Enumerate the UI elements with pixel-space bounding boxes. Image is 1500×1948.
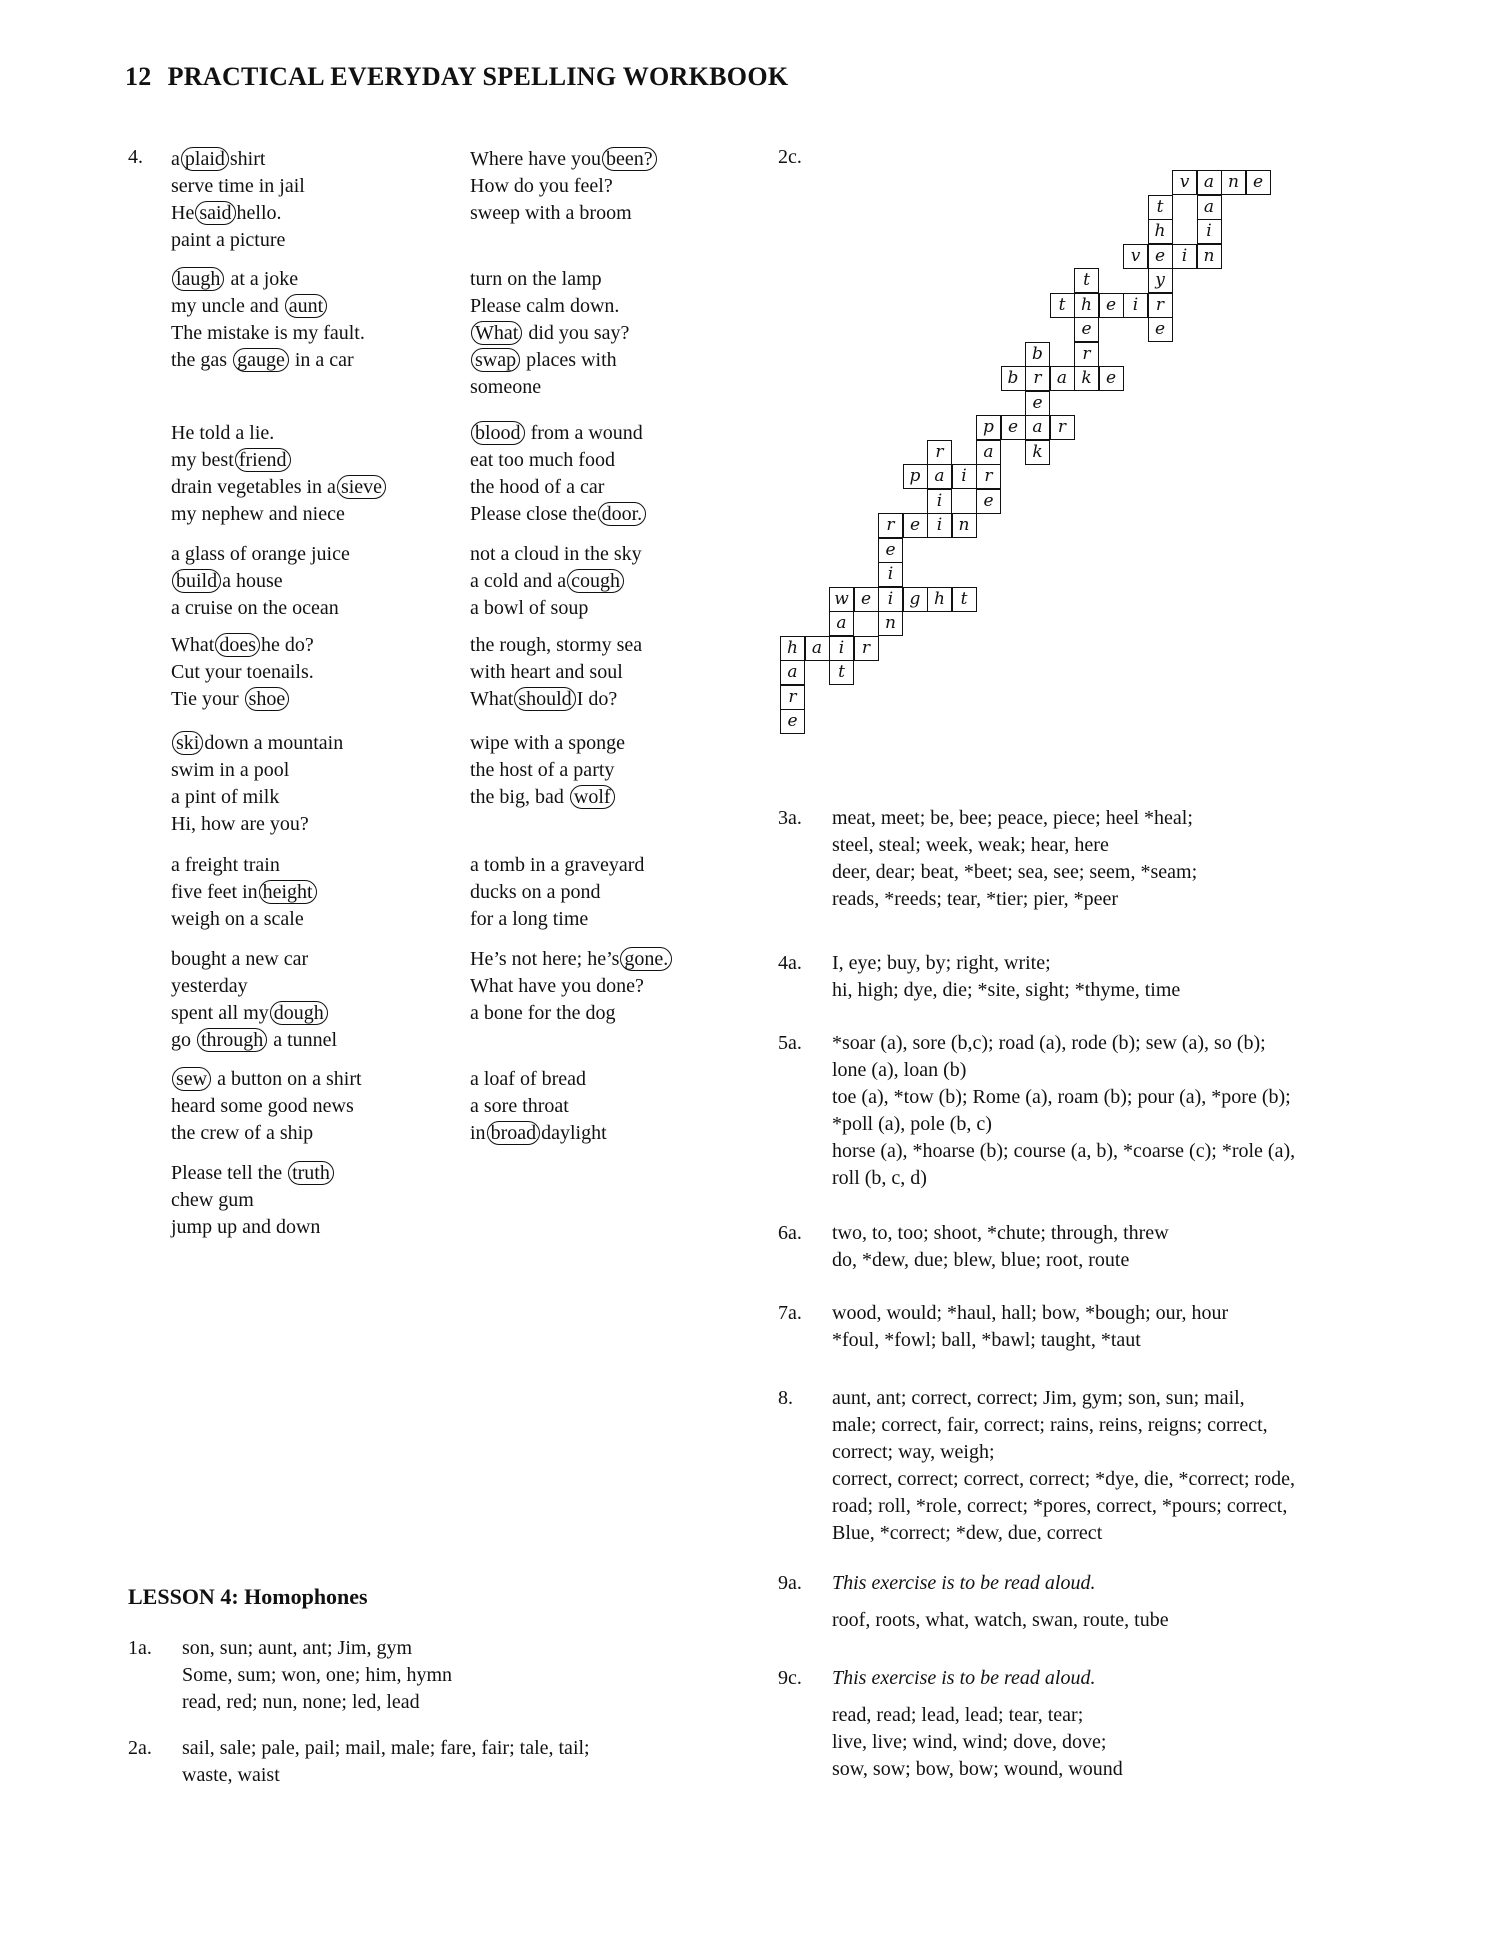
phrase-text: a glass of orange juice [171,543,350,565]
circled-word: broad [487,1121,541,1145]
answer-line: toe (a), *tow (b); Rome (a), roam (b); pour (a), *pore (b); [832,1086,1291,1108]
phrase-line [470,173,658,200]
phrase-text: not a cloud in the sky [470,543,642,565]
phrase-text: jump up and down [171,1216,321,1238]
phrase-line [171,906,318,933]
phrase-line [171,146,305,173]
phrase-line [470,447,647,474]
crossword-cell: b [1025,342,1050,367]
crossword-cell: n [1197,244,1222,269]
phrase-text: ducks on a pond [470,881,601,903]
crossword-cell: t [829,660,854,685]
phrase-line [470,1093,607,1120]
circled-word: cough [567,569,624,593]
phrase-line [470,541,642,568]
phrase-text: a [171,148,180,170]
phrase-line [171,686,314,713]
phrase-line [171,946,337,973]
phrase-line [171,347,365,374]
phrase-group [171,946,337,1054]
crossword-cell: t [952,587,977,612]
circled-word: been? [602,147,657,171]
phrase-line [470,347,629,374]
phrase-text: Please calm down. [470,295,620,317]
circled-word: said [195,201,235,225]
answer-line: Blue, *correct; *dew, due, correct [832,1522,1103,1544]
phrase-line [171,501,387,528]
crossword-cell: e [903,513,928,538]
phrase-line [171,757,343,784]
phrase-text: someone [470,376,542,398]
phrase-text: paint a picture [171,229,286,251]
phrase-text: daylight [541,1122,607,1144]
crossword-cell: r [854,636,879,661]
phrase-line [171,1214,335,1241]
crossword-cell: r [976,464,1001,489]
phrase-line [171,595,350,622]
answer-line: steel, steal; week, weak; hear, here [832,834,1109,856]
phrase-line [171,568,350,595]
phrase-text: did you say? [523,322,630,344]
phrase-line [171,1066,362,1093]
phrase-line [171,852,318,879]
crossword-cell: v [1123,244,1148,269]
crossword-cell: t [1074,268,1099,293]
phrase-text: a pint of milk [171,786,280,808]
circled-word: truth [288,1161,334,1185]
crossword-cell: a [976,440,1001,465]
crossword-cell: k [1025,440,1050,465]
phrase-line [171,1027,337,1054]
phrase-group [171,541,350,622]
phrase-text: shirt [229,148,266,170]
circled-word: should [514,687,575,711]
phrase-text: turn on the lamp [470,268,602,290]
phrase-text: my uncle and [171,295,284,317]
phrase-group [470,146,658,227]
phrase-group [470,420,647,528]
phrase-line [470,501,647,528]
phrase-line [470,879,644,906]
phrase-text: The mistake is my fault. [171,322,365,344]
circled-word: blood [471,421,525,445]
phrase-line [171,200,305,227]
phrase-group [171,1066,362,1147]
phrase-line [470,757,625,784]
phrase-text: the big, bad [470,786,569,808]
phrase-text: he do? [260,634,314,656]
crossword-cell: t [1050,293,1075,318]
crossword-cell: k [1074,366,1099,391]
phrase-text: serve time in jail [171,175,305,197]
lesson-item-line: son, sun; aunt, ant; Jim, gym [182,1637,412,1659]
phrase-line [470,730,625,757]
crossword-cell: e [1148,317,1173,342]
phrase-line [171,879,318,906]
phrase-text: Please tell the [171,1162,288,1184]
phrase-text: the hood of a car [470,476,605,498]
phrase-line [470,1066,607,1093]
book-title: PRACTICAL EVERYDAY SPELLING WORKBOOK [167,62,789,91]
phrase-text: the crew of a ship [171,1122,314,1144]
crossword-cell: e [1246,170,1271,195]
phrase-text: Where have you [470,148,602,170]
phrase-text: He’s not here; he’s [470,948,620,970]
phrase-text: Hi, how are you? [171,813,309,835]
phrase-text: my nephew and niece [171,503,345,525]
phrase-line [171,266,365,293]
crossword-cell: h [1148,219,1173,244]
crossword-cell: i [878,562,903,587]
phrase-line [171,227,305,254]
phrase-group [470,1066,607,1147]
crossword-cell: e [1148,244,1173,269]
phrase-line [171,632,314,659]
crossword-cell: r [1074,342,1099,367]
phrase-group [470,852,644,933]
phrase-text: How do you feel? [470,175,613,197]
phrase-line [171,293,365,320]
crossword-cell: e [780,709,805,734]
phrase-text: What [470,688,514,710]
answer-note: This exercise is to be read aloud. [832,1572,1096,1594]
answer-label: 9a. [778,1572,802,1594]
crossword-cell: r [927,440,952,465]
phrase-text: What [171,634,215,656]
phrase-group [171,632,314,713]
crossword-cell: v [1172,170,1197,195]
phrase-line [171,784,343,811]
circled-word: swap [471,348,520,372]
circled-word: build [172,569,221,593]
answer-label: 3a. [778,807,802,829]
answer-line: reads, *reeds; tear, *tier; pier, *peer [832,888,1119,910]
crossword-cell: p [903,464,928,489]
phrase-text: a sore throat [470,1095,569,1117]
lesson-item-label: 1a. [128,1637,152,1659]
phrase-group [470,946,673,1027]
crossword-cell: p [976,415,1001,440]
phrase-text: yesterday [171,975,248,997]
phrase-line [470,146,658,173]
circled-word: ski [172,731,203,755]
phrase-group [171,266,365,374]
circled-word: plaid [181,147,229,171]
answer-line: correct; way, weigh; [832,1441,995,1463]
crossword-cell: e [1001,415,1026,440]
phrase-group [171,730,343,838]
crossword-cell: e [878,538,903,563]
crossword-cell: a [1197,170,1222,195]
phrase-line [171,973,337,1000]
phrase-text: hello. [236,202,282,224]
phrase-text: five feet in [171,881,258,903]
phrase-text: drain vegetables in a [171,476,336,498]
phrase-line [470,906,644,933]
phrase-line [171,730,343,757]
phrase-group [171,852,318,933]
phrase-line [171,320,365,347]
crossword-cell: r [780,685,805,710]
crossword-cell: i [927,513,952,538]
lesson-item-line: sail, sale; pale, pail; mail, male; fare, fair; tale, tail; [182,1737,590,1759]
phrase-line [470,293,629,320]
circled-word: laugh [172,267,224,291]
answer-label: 7a. [778,1302,802,1324]
phrase-line [470,686,642,713]
phrase-text: He [171,202,195,224]
phrase-line [470,474,647,501]
phrase-line [470,852,644,879]
phrase-text: chew gum [171,1189,254,1211]
phrase-text: a cruise on the ocean [171,597,339,619]
crossword-cell: a [805,636,830,661]
crossword-cell: h [780,636,805,661]
phrase-line [470,1120,607,1147]
answer-line: sow, sow; bow, bow; wound, wound [832,1758,1123,1780]
answer-line: aunt, ant; correct, correct; Jim, gym; son, sun; mail, [832,1387,1245,1409]
phrase-text: a freight train [171,854,280,876]
phrase-text: What have you done? [470,975,644,997]
crossword-cell: r [1025,366,1050,391]
lesson-item-label: 2a. [128,1737,152,1759]
crossword-cell: e [1074,317,1099,342]
phrase-text: eat too much food [470,449,615,471]
phrase-line [470,973,673,1000]
phrase-text: a tunnel [268,1029,338,1051]
crossword-cell: e [1099,366,1124,391]
crossword-cell: i [952,464,977,489]
phrase-group [470,730,625,811]
phrase-text: a tomb in a graveyard [470,854,645,876]
phrase-text: with heart and soul [470,661,623,683]
circled-word: gauge [233,348,289,372]
phrase-text: swim in a pool [171,759,290,781]
circled-word: aunt [285,294,327,318]
phrase-text: in [470,1122,486,1144]
answer-line: do, *dew, due; blew, blue; root, route [832,1249,1130,1271]
phrase-text: the host of a party [470,759,615,781]
phrase-line [470,374,629,401]
phrase-text: a bone for the dog [470,1002,616,1024]
answer-line: hi, high; dye, die; *site, sight; *thyme, time [832,979,1181,1001]
crossword-cell: i [1123,293,1148,318]
phrase-text: I do? [576,688,618,710]
circled-word: door. [598,502,647,526]
crossword-cell: t [1148,195,1173,220]
crossword-cell: y [1148,268,1173,293]
phrase-text: a loaf of bread [470,1068,587,1090]
phrase-group [470,632,642,713]
phrase-text: spent all my [171,1002,269,1024]
answer-line: lone (a), loan (b) [832,1059,967,1081]
crossword-cell: n [878,611,903,636]
phrase-text: a house [222,570,283,592]
crossword-cell: i [878,587,903,612]
phrase-text: sweep with a broom [470,202,632,224]
crossword-cell: r [1050,415,1075,440]
circled-word: height [259,880,317,904]
phrase-line [470,420,647,447]
phrase-group [470,541,642,622]
phrase-line [470,784,625,811]
crossword-cell: r [878,513,903,538]
phrase-text: Please close the [470,503,597,525]
phrase-line [171,447,387,474]
answer-line: correct, correct; correct, correct; *dye, die, *correct; rode, [832,1468,1296,1490]
phrase-line [171,659,314,686]
crossword-cell: e [1025,391,1050,416]
crossword-cell: a [1050,366,1075,391]
answer-line: read, read; lead, lead; tear, tear; [832,1704,1084,1726]
circled-word: dough [270,1001,328,1025]
phrase-text: a cold and a [470,570,567,592]
crossword-cell: n [1221,170,1246,195]
crossword-cell: i [1197,219,1222,244]
crossword-cell: a [1025,415,1050,440]
crossword-cell: e [1099,293,1124,318]
answer-line: roll (b, c, d) [832,1167,927,1189]
phrase-line [470,632,642,659]
circled-word: through [197,1028,267,1052]
answer-line: horse (a), *hoarse (b); course (a, b), *coarse (c); *role (a), [832,1140,1296,1162]
phrase-line [470,266,629,293]
phrase-line [171,420,387,447]
answer-label: 9c. [778,1667,802,1689]
crossword-cell: i [829,636,854,661]
phrase-line [171,541,350,568]
phrase-group [470,266,629,401]
crossword-cell: i [1172,244,1197,269]
crossword-cell: g [903,587,928,612]
crossword-cell: n [952,513,977,538]
phrase-group [171,420,387,528]
phrase-line [171,1093,362,1120]
phrase-text: the gas [171,349,233,371]
answer-line: *foul, *fowl; ball, *bawl; taught, *taut [832,1329,1141,1351]
crossword-cell: e [854,587,879,612]
circled-word: gone. [620,947,672,971]
crossword-cell: e [976,489,1001,514]
phrase-text: go [171,1029,196,1051]
circled-word: sew [172,1067,211,1091]
answer-label: 5a. [778,1032,802,1054]
answer-line: road; roll, *role, correct; *pores, correct, *pours; correct, [832,1495,1288,1517]
lesson-item-line: read, red; nun, none; led, lead [182,1691,420,1713]
crossword-cell: r [1148,293,1173,318]
phrase-text: from a wound [525,422,643,444]
phrase-line [171,1000,337,1027]
crossword-cell: b [1001,366,1026,391]
answer-note: This exercise is to be read aloud. [832,1667,1096,1689]
answer-label: 8. [778,1387,793,1409]
phrase-text: weigh on a scale [171,908,304,930]
phrase-line [171,1120,362,1147]
phrase-text: Cut your toenails. [171,661,314,683]
circled-word: What [471,321,522,345]
phrase-text: at a joke [225,268,299,290]
crossword-cell: h [1074,293,1099,318]
phrase-line [470,946,673,973]
phrase-text: Tie your [171,688,244,710]
phrase-line [470,200,658,227]
phrase-group [171,1160,335,1241]
phrase-line [171,1187,335,1214]
crossword-cell: a [1197,195,1222,220]
phrase-text: down a mountain [204,732,344,754]
phrase-text: a button on a shirt [212,1068,362,1090]
crossword-cell: h [927,587,952,612]
phrase-text: wipe with a sponge [470,732,625,754]
phrase-line [470,568,642,595]
phrase-line [171,173,305,200]
crossword-grid [780,170,1400,750]
lesson-item-line: Some, sum; won, one; him, hymn [182,1664,452,1686]
phrase-text: my best [171,449,234,471]
phrase-line [470,1000,673,1027]
answer-line: two, to, too; shoot, *chute; through, threw [832,1222,1169,1244]
answer-line: I, eye; buy, by; right, write; [832,952,1051,974]
answer-line: *soar (a), sore (b,c); road (a), rode (b); sew (a), so (b); [832,1032,1266,1054]
phrase-line [171,811,343,838]
page-number: 12 [125,62,152,91]
circled-word: friend [235,448,291,472]
answer-line: live, live; wind, wind; dove, dove; [832,1731,1107,1753]
crossword-cell: a [927,464,952,489]
page-header [125,62,788,92]
crossword-cell: a [780,660,805,685]
phrase-line [470,320,629,347]
phrase-line [470,659,642,686]
answer-line: roof, roots, what, watch, swan, route, tube [832,1609,1169,1631]
answer-line: *poll (a), pole (b, c) [832,1113,992,1135]
answer-line: meat, meet; be, bee; peace, piece; heel *heal; [832,807,1193,829]
answer-line: male; correct, fair, correct; rains, reins, reigns; correct, [832,1414,1268,1436]
crossword-label: 2c. [778,146,802,168]
circled-word: sieve [337,475,386,499]
answer-label: 6a. [778,1222,802,1244]
circled-word: shoe [245,687,290,711]
phrase-text: for a long time [470,908,589,930]
phrase-line [171,1160,335,1187]
phrase-text: in a car [289,349,354,371]
phrase-text: the rough, stormy sea [470,634,643,656]
crossword-cell: a [829,611,854,636]
phrase-text: He told a lie. [171,422,275,444]
circled-word: does [215,633,260,657]
circled-word: wolf [570,785,615,809]
lesson-item-line: waste, waist [182,1764,280,1786]
exercise-4-label: 4. [128,146,143,168]
answer-line: wood, would; *haul, hall; bow, *bough; our, hour [832,1302,1229,1324]
phrase-line [470,595,642,622]
phrase-group [171,146,305,254]
phrase-text: a bowl of soup [470,597,589,619]
crossword-cell: i [927,489,952,514]
crossword-cell: w [829,587,854,612]
answer-label: 4a. [778,952,802,974]
phrase-line [171,474,387,501]
lesson-title: LESSON 4: Homophones [128,1584,368,1609]
answer-line: deer, dear; beat, *beet; sea, see; seem, *seam; [832,861,1198,883]
phrase-text: places with [521,349,617,371]
phrase-text: bought a new car [171,948,309,970]
phrase-text: heard some good news [171,1095,354,1117]
